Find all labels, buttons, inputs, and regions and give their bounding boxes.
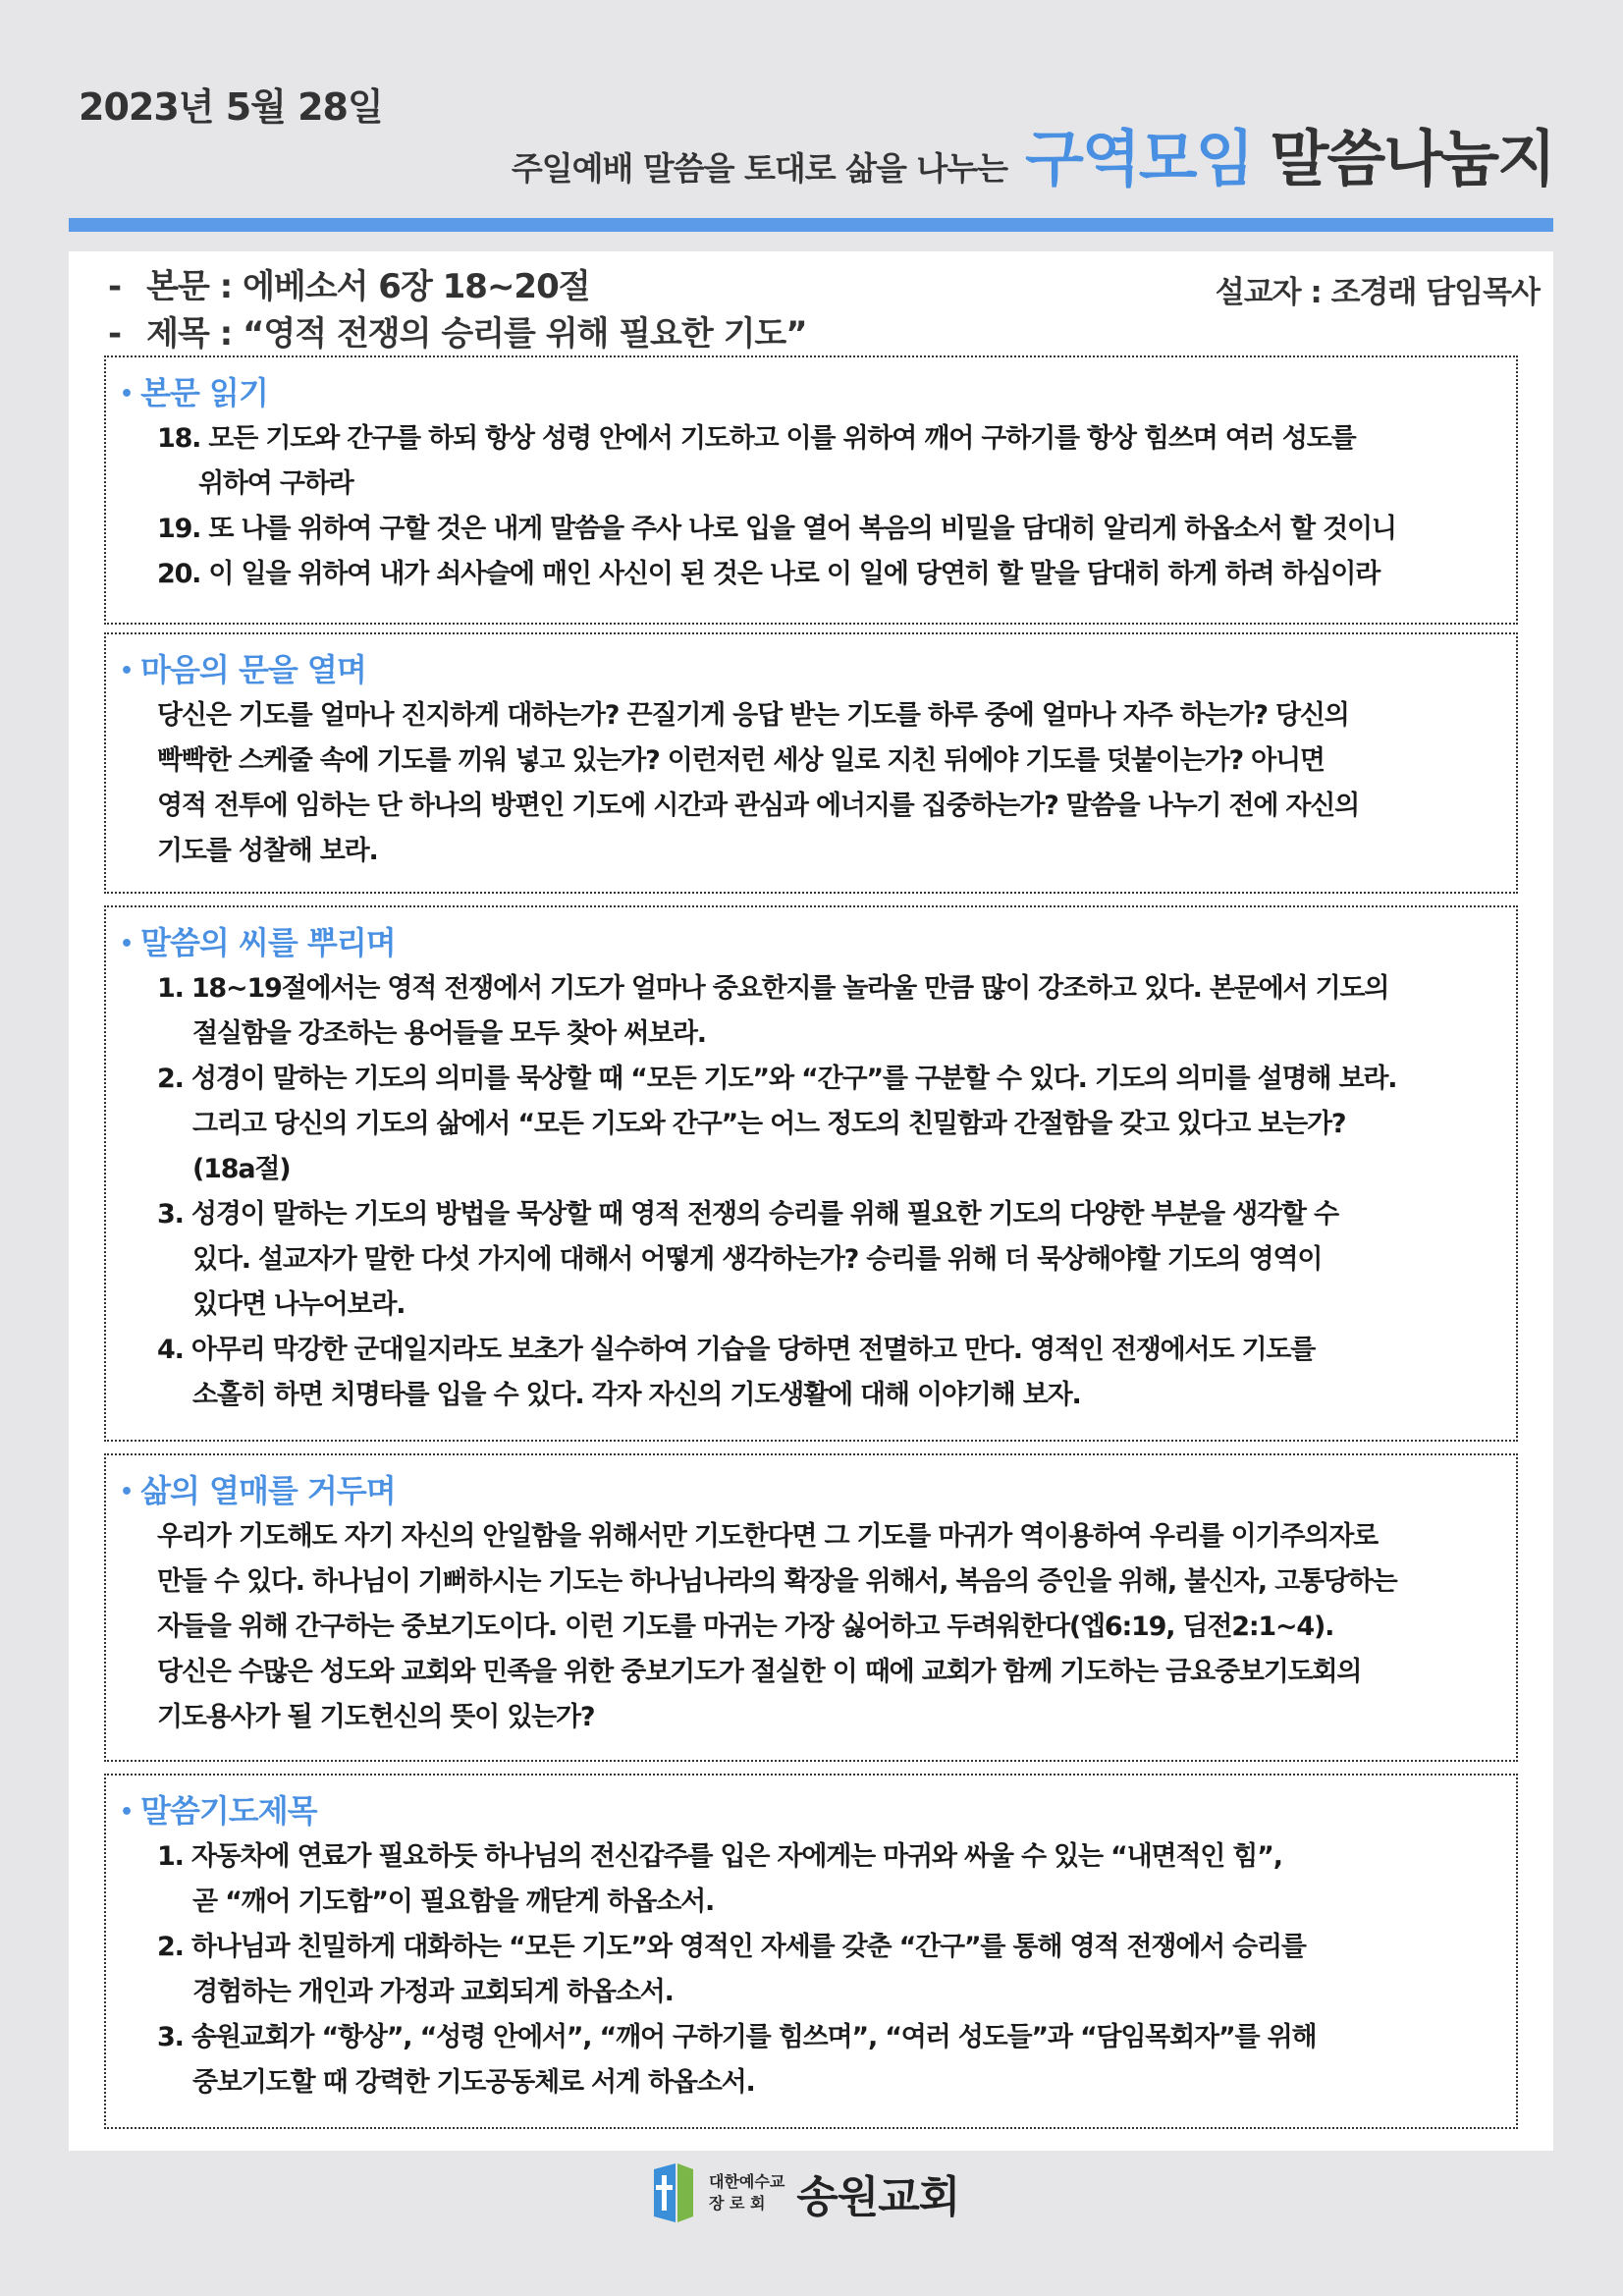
prayer-line: 3. 송원교회가 “항상”, “성령 안에서”, “깨어 구하기를 힘쓰며”, “여러 성도들”과 “담임목회자”를 위해 bbox=[157, 2022, 1317, 2052]
question-line: 있다. 설교자가 말한 다섯 가지에 대해서 어떻게 생각하는가? 승리를 위해 더 묵상해야할 기도의 영역이 bbox=[192, 1244, 1323, 1275]
paragraph-line: 자들을 위해 간구하는 중보기도이다. 이런 기도를 마귀는 가장 싫어하고 두려워한다(엡6:19, 딤전2:1~4). bbox=[157, 1612, 1334, 1642]
dash-bullet: - bbox=[108, 267, 122, 306]
prayer-line: 경험하는 개인과 가정과 교회되게 하옵소서. bbox=[192, 1977, 674, 2007]
content-paper bbox=[69, 251, 1553, 2151]
prayer-line: 2. 하나님과 친밀하게 대화하는 “모든 기도”와 영적인 자세를 갖춘 “간구”를 통해 영적 전쟁에서 승리를 bbox=[157, 1932, 1306, 1962]
bullet-dot-icon: • bbox=[120, 382, 134, 407]
verse-line: 위하여 구하라 bbox=[198, 468, 353, 499]
sermon-title-text: 제목 : “영적 전쟁의 승리를 위해 필요한 기도” bbox=[146, 314, 807, 354]
denomination-line1: 대한예수교 bbox=[709, 2172, 785, 2191]
bullet-dot-icon: • bbox=[120, 659, 134, 683]
header-title-dark: 말씀나눔지 bbox=[1270, 123, 1554, 194]
header-title-blue: 구역모임 bbox=[1024, 123, 1253, 194]
denomination-label bbox=[709, 2171, 784, 2214]
church-logo bbox=[650, 2160, 959, 2225]
header-divider-bar bbox=[69, 218, 1553, 232]
section-heading: • 마음의 문을 열며 bbox=[120, 651, 366, 688]
section-heading: • 본문 읽기 bbox=[120, 374, 268, 411]
prayer-line: 중보기도할 때 강력한 기도공동체로 서게 하옵소서. bbox=[192, 2067, 755, 2098]
church-name: 송원교회 bbox=[796, 2172, 960, 2222]
section-heading: • 말씀의 씨를 뿌리며 bbox=[120, 924, 396, 961]
prayer-line: 곧 “깨어 기도함”이 필요함을 깨닫게 하옵소서. bbox=[192, 1886, 715, 1917]
question-line: 절실함을 강조하는 용어들을 모두 찾아 써보라. bbox=[192, 1018, 706, 1049]
question-line: 그리고 당신의 기도의 삶에서 “모든 기도와 간구”는 어느 정도의 친밀함과 간절함을 갖고 있다고 보는가? bbox=[192, 1109, 1346, 1139]
question-line: 4. 아무리 막강한 군대일지라도 보초가 실수하여 기습을 당하면 전멸하고 만다. 영적인 전쟁에서도 기도를 bbox=[157, 1335, 1316, 1365]
sermon-title-line bbox=[108, 306, 807, 355]
date-label: 2023년 5월 28일 bbox=[79, 85, 383, 129]
section-open-heart bbox=[104, 632, 1518, 894]
paragraph-line: 기도를 성찰해 보라. bbox=[157, 836, 378, 866]
paragraph-line: 우리가 기도해도 자기 자신의 안일함을 위해서만 기도한다면 그 기도를 마귀가 역이용하여 우리를 이기주의자로 bbox=[157, 1521, 1378, 1552]
paragraph-line: 당신은 수많은 성도와 교회와 민족을 위한 중보기도가 절실한 이 때에 교회가 함께 기도하는 금요중보기도회의 bbox=[157, 1657, 1362, 1687]
bullet-dot-icon: • bbox=[120, 1800, 134, 1825]
scripture-line bbox=[108, 259, 590, 307]
question-line: 1. 18~19절에서는 영적 전쟁에서 기도가 얼마나 중요한지를 놀라울 만큼 많이 강조하고 있다. 본문에서 기도의 bbox=[157, 973, 1389, 1004]
paragraph-line: 당신은 기도를 얼마나 진지하게 대하는가? 끈질기게 응답 받는 기도를 하루 중에 얼마나 자주 하는가? 당신의 bbox=[157, 700, 1349, 731]
paragraph-line: 만들 수 있다. 하나님이 기뻐하시는 기도는 하나님나라의 확장을 위해서, 복음의 증인을 위해, 불신자, 고통당하는 bbox=[157, 1566, 1397, 1597]
question-line: 소홀히 하면 치명타를 입을 수 있다. 각자 자신의 기도생활에 대해 이야기해 보자. bbox=[192, 1380, 1081, 1410]
paragraph-line: 기도용사가 될 기도헌신의 뜻이 있는가? bbox=[157, 1702, 595, 1732]
denomination-line2: 장 로 회 bbox=[709, 2194, 766, 2213]
question-line: 있다면 나누어보라. bbox=[192, 1289, 406, 1320]
question-line: (18a절) bbox=[192, 1154, 291, 1184]
dash-bullet: - bbox=[108, 314, 122, 354]
verse-line: 19. 또 나를 위하여 구할 것은 내게 말씀을 주사 나로 입을 열어 복음의 비밀을 담대히 알리게 하옵소서 할 것이니 bbox=[157, 514, 1396, 544]
preacher-label: 설교자 : 조경래 담임목사 bbox=[1215, 275, 1540, 310]
cross-book-icon bbox=[650, 2161, 697, 2224]
section-heading: • 삶의 열매를 거두며 bbox=[120, 1472, 396, 1509]
verse-line: 18. 모든 기도와 간구를 하되 항상 성령 안에서 기도하고 이를 위하여 깨어 구하기를 항상 힘쓰며 여러 성도를 bbox=[157, 423, 1356, 454]
paragraph-line: 영적 전투에 임하는 단 하나의 방편인 기도에 시간과 관심과 에너지를 집중하는가? 말씀을 나누기 전에 자신의 bbox=[157, 791, 1360, 821]
paragraph-line: 빡빡한 스케줄 속에 기도를 끼워 넣고 있는가? 이런저런 세상 일로 지친 뒤에야 기도를 덧붙이는가? 아니면 bbox=[157, 745, 1325, 776]
section-harvest-fruit bbox=[104, 1453, 1518, 1762]
prayer-line: 1. 자동차에 연료가 필요하듯 하나님의 전신갑주를 입은 자에게는 마귀와 싸울 수 있는 “내면적인 힘”, bbox=[157, 1841, 1282, 1872]
section-heading: • 말씀기도제목 bbox=[120, 1792, 317, 1830]
header-subtitle: 주일예배 말씀을 토대로 삶을 나누는 bbox=[511, 149, 1007, 188]
section-sow-word bbox=[104, 905, 1518, 1442]
section-prayer-topics bbox=[104, 1774, 1518, 2129]
bullet-dot-icon: • bbox=[120, 932, 134, 957]
section-scripture-reading bbox=[104, 355, 1518, 625]
bullet-dot-icon: • bbox=[120, 1480, 134, 1504]
header-title-group bbox=[512, 110, 1554, 197]
question-line: 3. 성경이 말하는 기도의 방법을 묵상할 때 영적 전쟁의 승리를 위해 필요한 기도의 다양한 부분을 생각할 수 bbox=[157, 1199, 1338, 1230]
scripture-text: 본문 : 에베소서 6장 18~20절 bbox=[146, 267, 590, 306]
question-line: 2. 성경이 말하는 기도의 의미를 묵상할 때 “모든 기도”와 “간구”를 구분할 수 있다. 기도의 의미를 설명해 보라. bbox=[157, 1064, 1397, 1094]
verse-line: 20. 이 일을 위하여 내가 쇠사슬에 매인 사신이 된 것은 나로 이 일에 당연히 할 말을 담대히 하게 하려 하심이라 bbox=[157, 559, 1380, 589]
